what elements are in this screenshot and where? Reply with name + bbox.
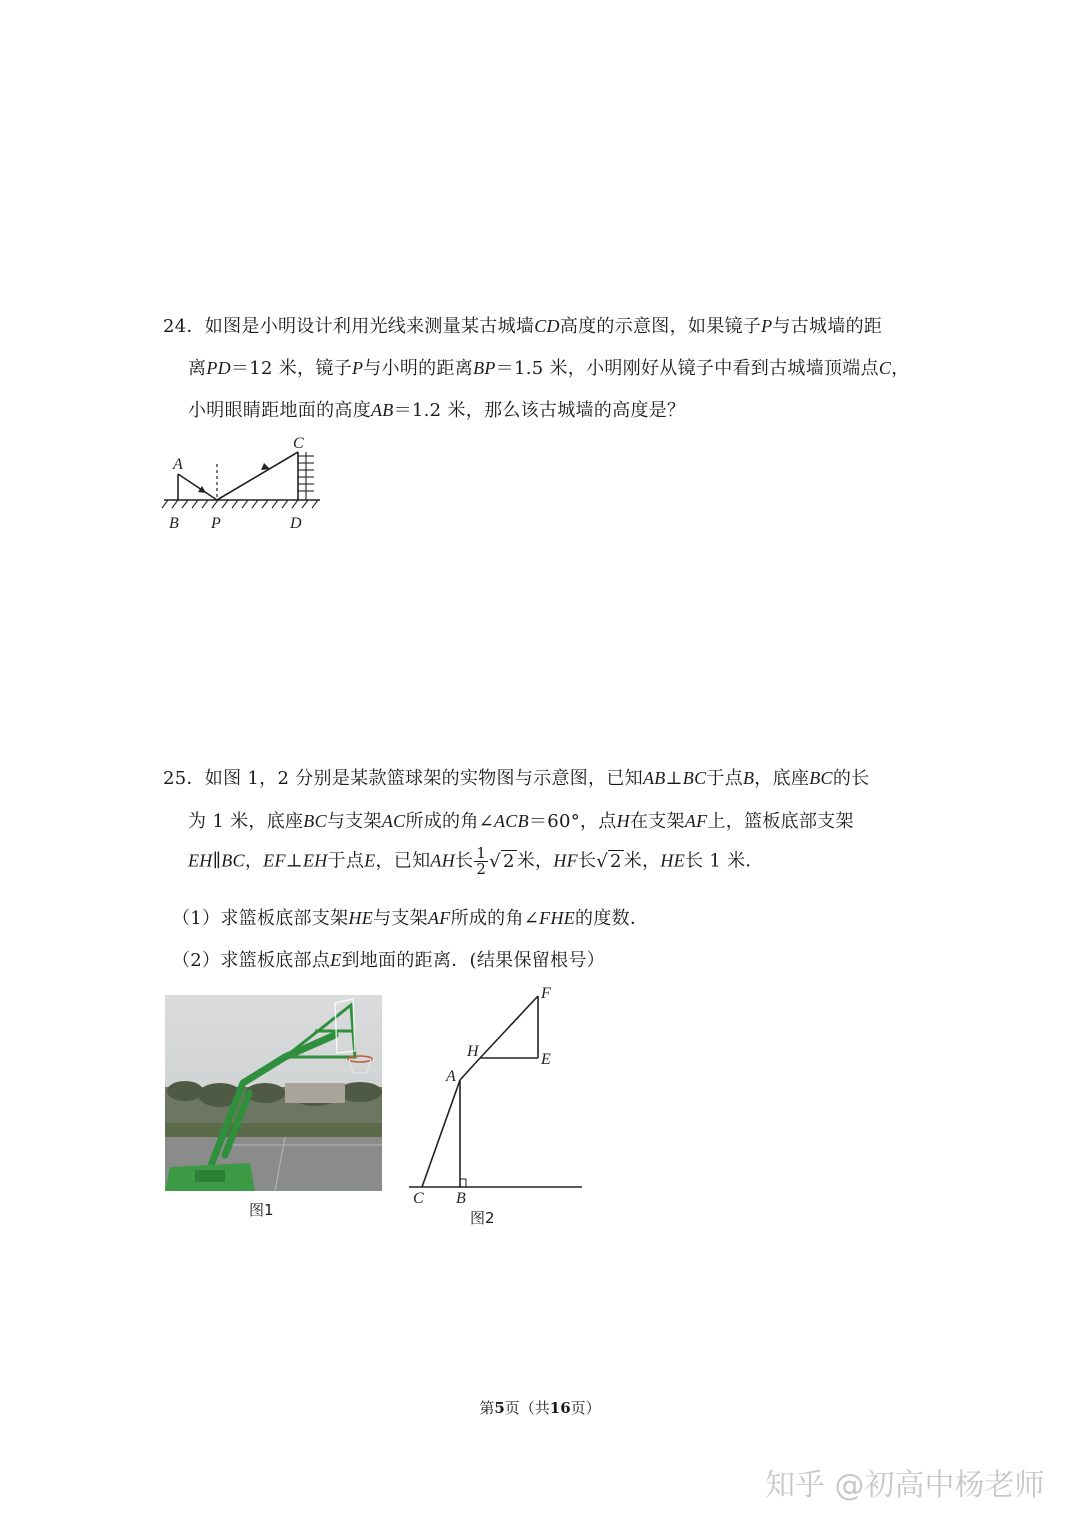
segment-ca xyxy=(422,1080,460,1187)
q24-line-1: 24．如图是小明设计利用光线来测量某古城墙CD高度的示意图，如果镜子P与古城墙的距 xyxy=(163,316,883,337)
ground-hatching xyxy=(162,500,318,508)
segment-hf xyxy=(480,996,538,1058)
label-d: D xyxy=(290,515,302,532)
q25-sub-2: （2）求篮板底部点E到地面的距离．(结果保留根号） xyxy=(172,950,605,971)
figure-2-caption: 图2 xyxy=(470,1209,495,1227)
fraction-one-half: $\frac{1}{2}$ xyxy=(476,844,487,878)
label-a-2: A xyxy=(446,1068,456,1085)
q25-line-2: 为 1 米，底座BC与支架AC所成的角∠ACB＝60°，点H在支架AF上，篮板底部支架 xyxy=(188,811,854,832)
label-c-2: C xyxy=(413,1190,424,1207)
label-e: E xyxy=(541,1051,551,1068)
label-a: A xyxy=(173,456,183,473)
zhihu-watermark: 知乎 @初高中杨老师 xyxy=(765,1468,1045,1503)
label-p: P xyxy=(211,515,221,532)
q25-line-3: EH∥BC，EF⊥EH于点E，已知AH长 $\frac{1}{2}$ √ 2 米，HF长√ 2 米，HE长 1 米． xyxy=(188,844,764,878)
sqrt-two-2: √ 2 xyxy=(596,850,622,872)
label-h: H xyxy=(467,1043,479,1060)
q24-line-2: 离PD＝12 米，镜子P与小明的距离BP＝1.5 米，小明刚好从镜子中看到古城墙顶端点C， xyxy=(188,358,910,379)
segment-ah xyxy=(460,1058,480,1080)
q24-line-3: 小明眼睛距地面的高度AB＝1.2 米，那么该古城墙的高度是？ xyxy=(188,400,686,421)
label-f: F xyxy=(541,985,551,1002)
sqrt-two: √ 2 xyxy=(489,850,515,872)
q25-sub-1: （1）求篮板底部支架HE与支架AF所成的角∠FHE的度数． xyxy=(172,908,649,929)
page-footer: 第5页（共16页） xyxy=(479,1399,601,1417)
wall-hatching xyxy=(298,452,314,500)
arrow-head-1 xyxy=(198,486,206,493)
figure-1-caption: 图1 xyxy=(249,1201,274,1219)
label-b-2: B xyxy=(456,1190,466,1207)
basketball-hoop-diagram xyxy=(405,980,590,1212)
label-c: C xyxy=(293,435,304,452)
label-b: B xyxy=(169,515,179,532)
right-angle-b xyxy=(460,1179,466,1187)
basketball-hoop-photo xyxy=(165,995,382,1191)
q24-mirror-diagram xyxy=(160,432,330,534)
q25-line-1: 25．如图 1，2 分别是某款篮球架的实物图与示意图，已知AB⊥BC于点B，底座BC的长 xyxy=(163,768,870,789)
ray-a-to-p xyxy=(178,474,217,500)
arrow-head-2 xyxy=(261,463,270,470)
ray-p-to-c xyxy=(217,452,298,500)
